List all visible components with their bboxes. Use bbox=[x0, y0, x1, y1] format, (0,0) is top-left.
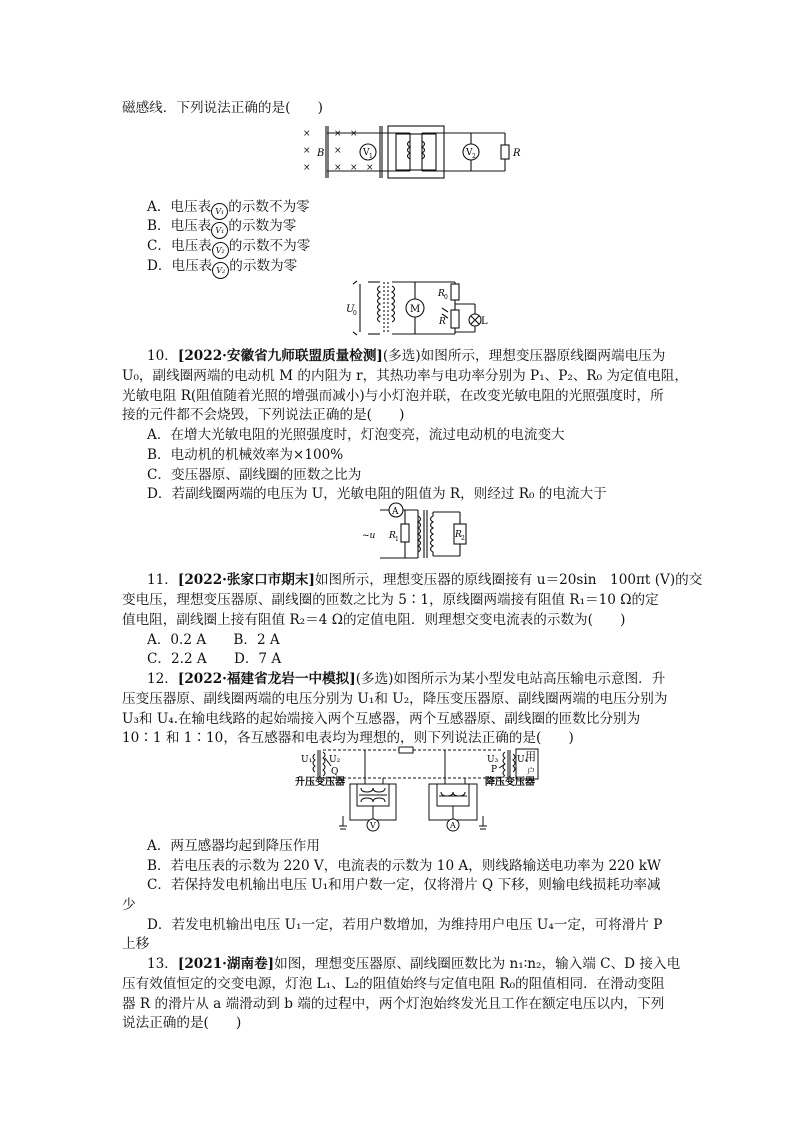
u1-label: U₁ bbox=[301, 755, 313, 765]
u3-label: U₃ bbox=[487, 755, 499, 765]
svg-text:×: × bbox=[350, 129, 358, 139]
r2-sub: 2 bbox=[461, 535, 465, 542]
q11-options-ab: A．0.2 A B．2 A bbox=[147, 632, 280, 648]
voltmeter-icon: V₁ bbox=[211, 222, 228, 239]
user-label-2: 户 bbox=[527, 767, 535, 776]
photoresistor-label: R bbox=[439, 317, 446, 327]
user-label-1: 用 bbox=[525, 750, 536, 763]
q11-line-2: 变电压，理想变压器原、副线圈的匝数之比为 5∶1，原线圈两端接有阻值 R₁＝10 Ω的定 bbox=[122, 592, 659, 608]
q10-line-4: 接的元件都不会烧毁，下列说法正确的是( ) bbox=[122, 407, 405, 423]
q12-line-4: 10∶1 和 1∶10，各互感器和电表均为理想的，则下列说法正确的是( ) bbox=[122, 730, 574, 746]
v2-sub: 2 bbox=[472, 153, 476, 160]
v1-label: V bbox=[363, 148, 370, 158]
svg-text:×: × bbox=[334, 146, 342, 156]
q10-line-3: 光敏电阻 R(阻值随着光照的增强而减小)与小灯泡并联，在改变光敏电阻的光照强度时，所 bbox=[122, 388, 664, 404]
q10-option-a: A．在增大光敏电阻的光照强度时，灯泡变亮，流过电动机的电流变大 bbox=[147, 427, 565, 443]
q10-option-c: C．变压器原、副线圈的匝数之比为 bbox=[147, 467, 362, 483]
r2-label: R bbox=[455, 530, 462, 540]
intro-text: 磁感线．下列说法正确的是( ) bbox=[122, 100, 323, 116]
q12-option-d-cont: 上移 bbox=[122, 936, 150, 952]
q13-line-4: 说法正确的是( ) bbox=[122, 1015, 242, 1031]
svg-text:×: × bbox=[334, 163, 342, 173]
slider-p-label: P bbox=[491, 765, 498, 775]
r1-sub: 1 bbox=[395, 536, 399, 543]
q11-line-1: 11．[2022·张家口市期末]如图所示，理想变压器的原线圈接有 u＝20sin 100πt (V)的交 bbox=[147, 572, 703, 588]
svg-text:×: × bbox=[303, 163, 311, 173]
slider-q-label: Q bbox=[331, 767, 339, 777]
q10-line-1: 10．[2022·安徽省九师联盟质量检测](多选)如图所示，理想变压器原线圈两端电压为 bbox=[147, 348, 666, 364]
q12-option-d: D．若发电机输出电压 U₁一定，若用户数增加，为维持用户电压 U₄一定，可将滑片 P bbox=[147, 917, 663, 933]
v1-sub: 1 bbox=[369, 153, 373, 160]
lamp-label: L bbox=[481, 316, 488, 327]
r0-label: R bbox=[438, 289, 445, 299]
voltmeter-icon: V₂ bbox=[212, 242, 229, 259]
figure-q12-transmission bbox=[295, 744, 555, 836]
figure-q11-circuit bbox=[360, 500, 480, 566]
q10-option-d: D．若副线圈两端的电压为 U，光敏电阻的阻值为 R，则经过 R₀ 的电流大于 bbox=[147, 486, 607, 502]
svg-text:×: × bbox=[303, 146, 311, 156]
q12-line-3: U₃和 U₄.在输电线路的起始端接入两个互感器，两个互感器原、副线圈的匝数比分别为 bbox=[122, 711, 641, 727]
u0-label: U bbox=[346, 304, 355, 315]
figure-q10-circuit bbox=[340, 276, 490, 338]
ammeter-label: A bbox=[450, 821, 456, 830]
q11-line-3: 值电阻，副线圈上接有阻值 R₂＝4 Ω的定值电阻．则理想交变电流表的示数为( ) bbox=[122, 612, 626, 628]
r0-sub: 0 bbox=[444, 294, 448, 301]
option-prev-c: C．电压表 V₂ 的示数不为零 bbox=[147, 236, 310, 259]
voltmeter-label: V bbox=[370, 821, 376, 830]
q12-option-c: C．若保持发电机输出电压 U₁和用户数一定，仅将滑片 Q 下移，则输电线损耗功率减 bbox=[147, 877, 661, 893]
voltmeter-icon: V₂ bbox=[212, 262, 229, 279]
option-prev-b: B．电压表 V₁ 的示数为零 bbox=[147, 216, 296, 239]
r-label: R bbox=[513, 148, 521, 159]
q10-line-2: U₀，副线圈两端的电动机 M 的内阻为 r，其热功率与电功率分别为 P₁、P₂、R₀ 为定值电阻， bbox=[122, 368, 688, 384]
q13-line-3: 器 R 的滑片从 a 端滑动到 b 端的过程中，两个灯泡始终发光且工作在额定电压以内，下列 bbox=[122, 996, 665, 1012]
q10-option-b: B．电动机的机械效率为×100% bbox=[147, 447, 344, 463]
svg-text:×: × bbox=[303, 129, 311, 139]
step-down-label: 降压变压器 bbox=[485, 777, 535, 788]
q12-option-c-cont: 少 bbox=[122, 897, 136, 913]
q13-line-2: 压有效值恒定的交变电源，灯泡 L₁、L₂的阻值始终与定值电阻 R₀的阻值相同．在滑动变阻 bbox=[122, 976, 665, 992]
r1-label: R bbox=[389, 531, 396, 541]
svg-text:×: × bbox=[350, 163, 358, 173]
motor-label: M bbox=[410, 304, 421, 315]
q12-line-1: 12．[2022·福建省龙岩一中模拟](多选)如图所示为某小型发电站高压输电示意图．升 bbox=[147, 671, 666, 687]
option-prev-d: D．电压表 V₂ 的示数为零 bbox=[147, 256, 297, 279]
u4-label: U₄ bbox=[517, 755, 529, 765]
u2-label: U₂ bbox=[329, 755, 341, 765]
q12-option-a: A．两互感器均起到降压作用 bbox=[147, 838, 320, 854]
step-up-label: 升压变压器 bbox=[295, 777, 345, 788]
q13-line-1: 13．[2021·湖南卷]如图，理想变压器原、副线圈匝数比为 n₁∶n₂，输入端 C、D 接入电 bbox=[147, 956, 681, 972]
svg-text:×: × bbox=[334, 129, 342, 139]
v2-label: V bbox=[466, 148, 473, 158]
figure-prev-circuit bbox=[300, 123, 530, 181]
source-label: ~u bbox=[362, 531, 376, 541]
q12-line-2: 压变压器原、副线圈两端的电压分别为 U₁和 U₂，降压变压器原、副线圈两端的电压分别为 bbox=[122, 691, 668, 707]
u0-sub: 0 bbox=[353, 310, 357, 317]
q12-option-b: B．若电压表的示数为 220 V，电流表的示数为 10 A，则线路输送电功率为 220 kW bbox=[147, 858, 661, 874]
option-prev-a: A．电压表 V₁ 的示数不为零 bbox=[147, 197, 310, 220]
b-field-label: B bbox=[317, 148, 325, 159]
ammeter-label: A bbox=[392, 507, 399, 517]
q11-options-cd: C．2.2 A D．7 A bbox=[147, 651, 282, 667]
voltmeter-icon: V₁ bbox=[211, 203, 228, 220]
svg-text:×: × bbox=[366, 163, 374, 173]
